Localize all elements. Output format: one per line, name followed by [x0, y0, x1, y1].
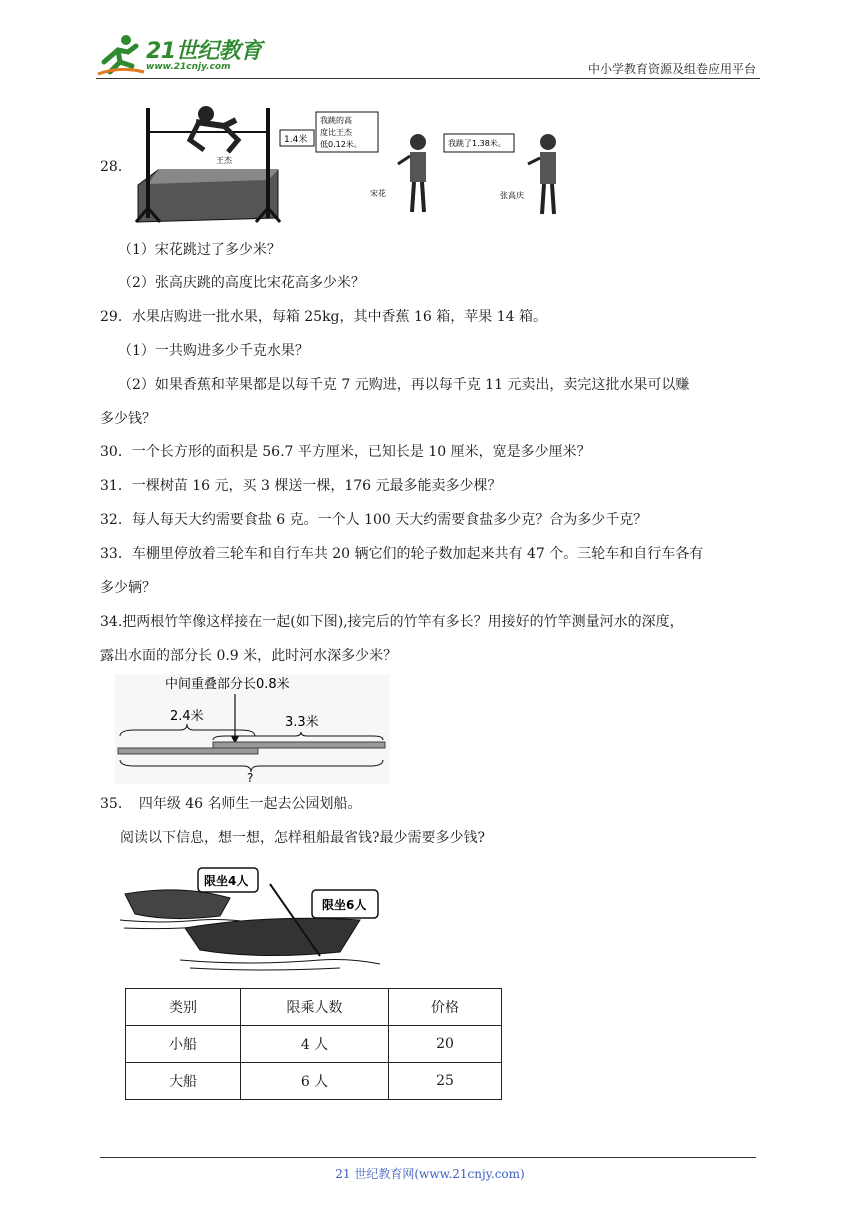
- table-cell: 4 人: [241, 1026, 389, 1063]
- boat-price-table: [125, 988, 502, 1100]
- q33-line1: 33．车棚里停放着三轮车和自行车共 20 辆它们的轮子数加起来共有 47 个。三轮车和自行车各有: [100, 546, 704, 562]
- footer-divider: [100, 1157, 756, 1158]
- q31-text: 31．一棵树苗 16 元，买 3 棵送一棵，176 元最多能卖多少棵？: [100, 478, 502, 494]
- bamboo-diagram: [115, 674, 390, 784]
- bubble1-line3: 低0.12米。: [320, 140, 362, 149]
- table-cell: 20: [389, 1026, 502, 1063]
- bubble2-text: 我跳了1.38米。: [448, 139, 506, 148]
- header-divider: [96, 78, 760, 79]
- table-cell: 大船: [126, 1063, 241, 1100]
- q35-line1: 35． 四年级 46 名师生一起去公园划船。: [100, 796, 362, 812]
- q34-line1: 34.把两根竹竿像这样接在一起(如下图),接完后的竹竿有多长？用接好的竹竿测量河水的深度，: [100, 614, 684, 630]
- bar-height-label: 1.4米: [284, 135, 308, 145]
- wangjie-label: 王杰: [216, 156, 232, 165]
- table-cell: 6 人: [241, 1063, 389, 1100]
- q28-sub1: （1）宋花跳过了多少米？: [118, 242, 281, 258]
- songhua-label: 宋花: [370, 189, 386, 198]
- header-tagline: 中小学教育资源及组卷应用平台: [587, 62, 756, 76]
- bubble1-line1: 我跳的高: [320, 116, 352, 125]
- q28-number: 28．: [100, 159, 132, 175]
- table-header-cell: 类别: [126, 989, 241, 1026]
- big-boat-sign: 限坐6人: [322, 898, 367, 912]
- logo: [96, 32, 266, 76]
- small-boat-sign: 限坐4人: [204, 874, 249, 888]
- q33-line2: 多少辆？: [100, 580, 156, 596]
- table-cell: 小船: [126, 1026, 241, 1063]
- table-header-row: [126, 989, 502, 1026]
- q34-line2: 露出水面的部分长 0.9 米，此时河水深多少米？: [100, 648, 398, 664]
- boats-figure: [120, 864, 390, 974]
- q28-sub2: （2）张高庆跳的高度比宋花高多少米？: [118, 275, 365, 291]
- table-header-cell: 限乘人数: [241, 989, 389, 1026]
- runner-logo-icon: [96, 32, 146, 76]
- table-cell: 25: [389, 1063, 502, 1100]
- q35-line2: 阅读以下信息，想一想，怎样租船最省钱?最少需要多少钱?: [120, 830, 486, 846]
- q29-sub1: （1）一共购进多少千克水果？: [118, 343, 309, 359]
- table-row: [126, 1063, 502, 1100]
- overlap-label: 中间重叠部分长0.8米: [165, 677, 290, 692]
- logo-url: www.21cnjy.com: [146, 62, 231, 72]
- table-row: [126, 1026, 502, 1063]
- logo-text: 21世纪教育: [146, 39, 262, 64]
- q29-text: 29．水果店购进一批水果，每箱 25kg，其中香蕉 16 箱，苹果 14 箱。: [100, 309, 547, 325]
- q29-sub2-line2: 多少钱？: [100, 411, 156, 427]
- left-length-label: 2.4米: [170, 709, 204, 724]
- bubble1-line2: 度比王杰: [320, 128, 352, 137]
- q30-text: 30．一个长方形的面积是 56.7 平方厘米，已知长是 10 厘米，宽是多少厘米？: [100, 444, 591, 460]
- right-length-label: 3.3米: [285, 715, 319, 730]
- high-jump-figure: [128, 100, 578, 228]
- table-header-cell: 价格: [389, 989, 502, 1026]
- total-length-unknown: ?: [247, 771, 254, 784]
- q32-text: 32．每人每天大约需要食盐 6 克。一个人 100 天大约需要食盐多少克？合为多少千克？: [100, 512, 648, 528]
- page-footer: 21 世纪教育网(www.21cnjy.com): [335, 1167, 525, 1181]
- zhang-label: 张高庆: [500, 191, 524, 200]
- q29-sub2-line1: （2）如果香蕉和苹果都是以每千克 7 元购进，再以每千克 11 元卖出，卖完这批水果可以赚: [118, 377, 690, 393]
- page-header: [96, 30, 760, 80]
